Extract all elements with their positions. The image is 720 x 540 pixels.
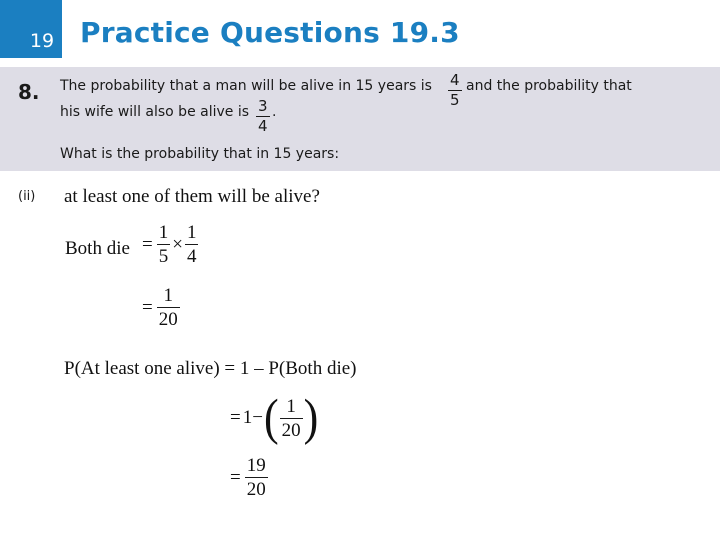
man-prob-denominator: 5 [450,91,460,109]
equals-sign: = [142,296,153,318]
at-least-one-statement: P(At least one alive) = 1 – P(Both die) [64,358,357,379]
times-sign: × [172,233,183,255]
final-answer [230,456,268,499]
one-minus: 1− [242,407,263,428]
wife-probability [256,99,270,134]
equals-sign: = [230,466,241,488]
both-die-label: Both die [65,238,130,259]
question-line-1-after: and the probability that [466,78,632,94]
complement-expression [230,389,319,446]
chapter-number: 19 [29,30,55,52]
fraction-one-twentieth-bracketed: $\frac{1}{20}$ [281,395,301,441]
man-prob-numerator: 4 [450,71,460,89]
part-label: (ii) [18,189,36,204]
left-paren: ( [263,389,279,446]
wife-prob-numerator: 3 [258,97,268,115]
right-paren: ) [303,389,319,446]
both-die-expression [142,223,198,266]
page-title: Practice Questions 19.3 [80,16,460,49]
question-line-1 [60,78,432,94]
wife-prob-denominator: 4 [258,117,268,135]
equals-sign: = [142,233,153,255]
question-number: 8. [18,80,40,104]
both-die-result [142,286,180,329]
fraction-one-fifth: $\frac{1}{5}$ [158,222,169,267]
man-probability [448,73,462,108]
equals-sign: = [230,407,241,428]
fraction-nineteen-twentieths: $\frac{19}{20}$ [246,455,266,500]
part-text: at least one of them will be alive? [64,186,320,207]
question-prompt: What is the probability that in 15 years: [60,146,340,162]
fraction-one-twentieth: $\frac{1}{20}$ [158,285,178,330]
question-line-2-after: . [272,104,277,120]
question-line-2: his wife will also be alive is [60,104,250,120]
chapter-badge [0,0,62,58]
question-line-1-text: The probability that a man will be alive in 15 years is [60,78,432,94]
fraction-one-quarter: $\frac{1}{4}$ [186,222,197,267]
